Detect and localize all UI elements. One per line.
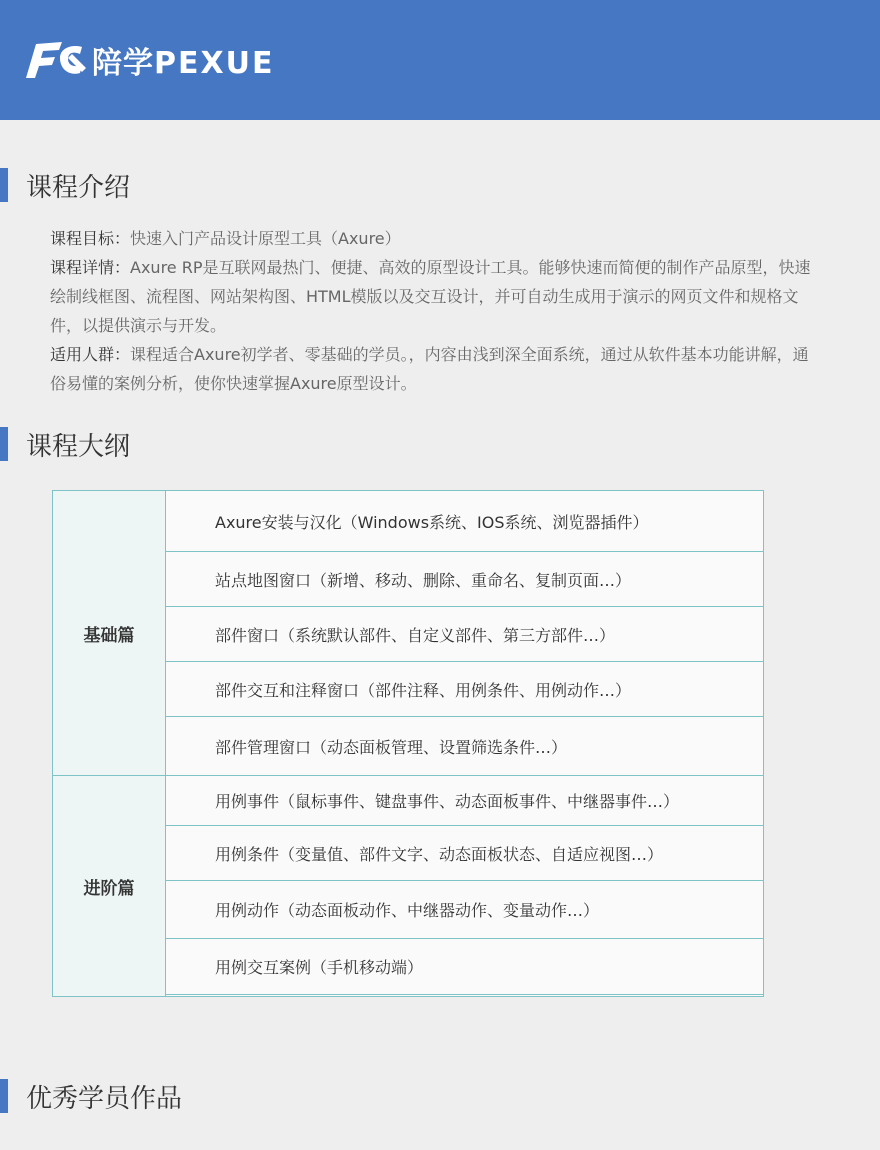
outline-group-advanced bbox=[53, 776, 763, 996]
section-marker bbox=[0, 1079, 8, 1113]
outline-item: 部件交互和注释窗口（部件注释、用例条件、用例动作…） bbox=[166, 662, 763, 717]
outline-item: 用例动作（动态面板动作、中继器动作、变量动作…） bbox=[166, 881, 763, 939]
outline-item: 部件管理窗口（动态面板管理、设置筛选条件…） bbox=[215, 737, 568, 757]
course-detail bbox=[50, 253, 820, 340]
outline-item: 用例条件（变量值、部件文字、动态面板状态、自适应视图…） bbox=[166, 826, 763, 881]
outline-item: 站点地图窗口（新增、移动、删除、重命名、复制页面…） bbox=[166, 552, 763, 607]
section-outline-heading bbox=[0, 426, 130, 462]
section-outline-title: 课程大纲 bbox=[26, 431, 131, 462]
outline-group-basic bbox=[53, 491, 763, 776]
brand-name-en: PEXUE bbox=[154, 46, 275, 81]
course-audience-text: 课程适合Axure初学者、零基础的学员。，内容由浅到深全面系统，通过从软件基本功能讲解，通俗易懂的案例分析，使你快速掌握Axure原型设计。 bbox=[50, 345, 809, 393]
course-audience-label: 适用人群： bbox=[50, 345, 131, 364]
course-outline-table bbox=[52, 490, 764, 997]
course-intro bbox=[50, 224, 820, 398]
course-goal-text: 快速入门产品设计原型工具（Axure） bbox=[130, 229, 401, 248]
section-intro-heading bbox=[0, 167, 130, 203]
brand-name bbox=[92, 38, 274, 82]
section-works-title: 优秀学员作品 bbox=[26, 1083, 183, 1114]
section-marker bbox=[0, 427, 8, 461]
course-goal bbox=[50, 224, 820, 253]
outline-group-label: 基础篇 bbox=[53, 491, 166, 775]
brand-logo[interactable] bbox=[22, 38, 274, 82]
course-goal-label: 课程目标： bbox=[50, 229, 131, 248]
outline-item: Axure安装与汉化（Windows系统、IOS系统、浏览器插件） bbox=[166, 491, 763, 552]
pexue-logo-icon bbox=[22, 38, 88, 82]
outline-item: 用例事件（鼠标事件、键盘事件、动态面板事件、中继器事件…） bbox=[166, 776, 763, 826]
section-intro-title: 课程介绍 bbox=[26, 172, 131, 203]
section-marker bbox=[0, 168, 8, 202]
outline-item: 用例交互案例（手机移动端） bbox=[166, 939, 763, 995]
brand-name-cn: 陪学 bbox=[92, 46, 154, 81]
outline-item: 部件窗口（系统默认部件、自定义部件、第三方部件…） bbox=[166, 607, 763, 662]
page-header bbox=[0, 0, 880, 120]
outline-group-label: 进阶篇 bbox=[53, 776, 166, 996]
section-works-heading bbox=[0, 1078, 182, 1114]
course-detail-label: 课程详情： bbox=[50, 258, 131, 277]
course-detail-text: Axure RP是互联网最热门、便捷、高效的原型设计工具。能够快速而简便的制作产品原型，快速绘制线框图、流程图、网站架构图、HTML模版以及交互设计，并可自动生成用于演示的网页文件和规格文件，以提供演示与开发。 bbox=[50, 258, 811, 335]
course-audience bbox=[50, 340, 820, 398]
